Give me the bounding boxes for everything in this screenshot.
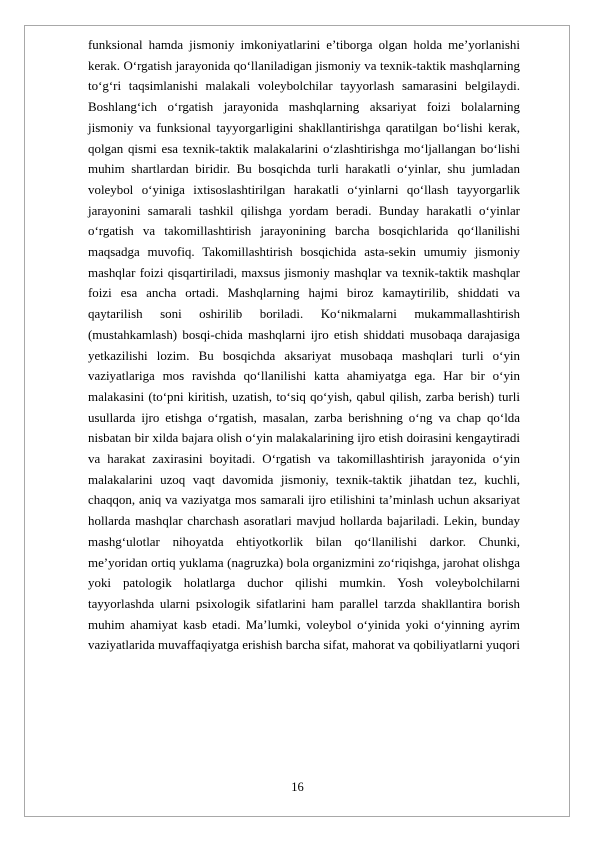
- body-paragraph: funksional hamda jismoniy imkoniyatlarini e’tiborga olgan holda me’yorlanishi kerak. O‘rgatish jarayonida qo‘llaniladigan jismoniy va texnik-taktik mashqlarning to‘g‘ri taqsimlanishi malakali voleybolchilar tayyorlash samarasini belgilaydi. Boshlang‘ich o‘rgatish jarayonida mashqlarning aksariyat foizi bolalarning jismoniy va funksional tayyorgarligini shakllantirishga qaratilgan bo‘lishi kerak, qolgan qismi esa texnik-taktik malakalarini o‘zlashtirishga mo‘ljallangan bo‘lishi muhim shartlardan biridir. Bu bosqichda turli harakatli o‘yinlar, shu jumladan voleybol o‘yiniga ixtisoslashtirilgan harakatli o‘yinlarni qo‘llash tayyorgarlik jarayonini samarali tashkil qilishga yordam beradi. Bunday harakatli o‘yinlar o‘rgatish va takomillashtirish jarayonining barcha bosqichlarida qo‘llanilishi maqsadga muvofiq. Takomillashtirish bosqichida asta-sekin umumiy jismoniy mashqlar foizi qisqartiriladi, maxsus jismoniy mashqlar va texnik-taktik mashqlar foizi esa ancha ortadi. Mashqlarning hajmi biroz kamaytirilib, shiddati va qaytarilish soni oshirilib boriladi. Ko‘nikmalarni mukammallashtirish (mustahkamlash) bosqi-chida mashqlarni ijro etish shiddati musobaqa darajasiga yetkazilishi lozim. Bu bosqichda aksariyat musobaqa mashqlari turli o‘yin vaziyatlariga mos ravishda qo‘llanilishi katta ahamiyatga ega. Har bir o‘yin malakasini (to‘pni kiritish, uzatish, to‘siq qo‘yish, qabul qilish, zarba berish) turli usullarda ijro etishga o‘rgatish, masalan, zarba berishning o‘ng va chap qo‘lda nisbatan bir xilda bajara olish o‘yin malakalarining ijro etish doirasini kengaytiradi va harakat zaxirasini boyitadi. O‘rgatish va takomillashtirish jarayonida o‘yin malakalarini uzoq vaqt davomida jismoniy, texnik-taktik jihatdan tez, kuchli, chaqqon, aniq va vaziyatga mos samarali ijro etilishini ta’minlash uchun aksariyat hollarda mashqlar charchash asoratlari mavjud hollarda bajariladi. Lekin, bunday mashg‘ulotlar nihoyatda ehtiyotkorlik bilan qo‘llanilishi darkor. Chunki, me’yoridan ortiq yuklama (nagruzka) bola organizmini zo‘riqishga, jarohat olishga yoki patologik holatlarga duchor qilishi mumkin. Yosh voleybolchilarni tayyorlashda ularni psixologik sifatlarini ham parallel tarzda shakllantira borish muhim ahamiyat kasb etadi. Ma’lumki, voleybol o‘yinida yoki o‘yinning ayrim vaziyatlarida muvaffaqiyatga erishish barcha sifat, mahorat va qobiliyatlarni yuqori: [88, 37, 520, 653]
- page-number: 16: [291, 780, 304, 794]
